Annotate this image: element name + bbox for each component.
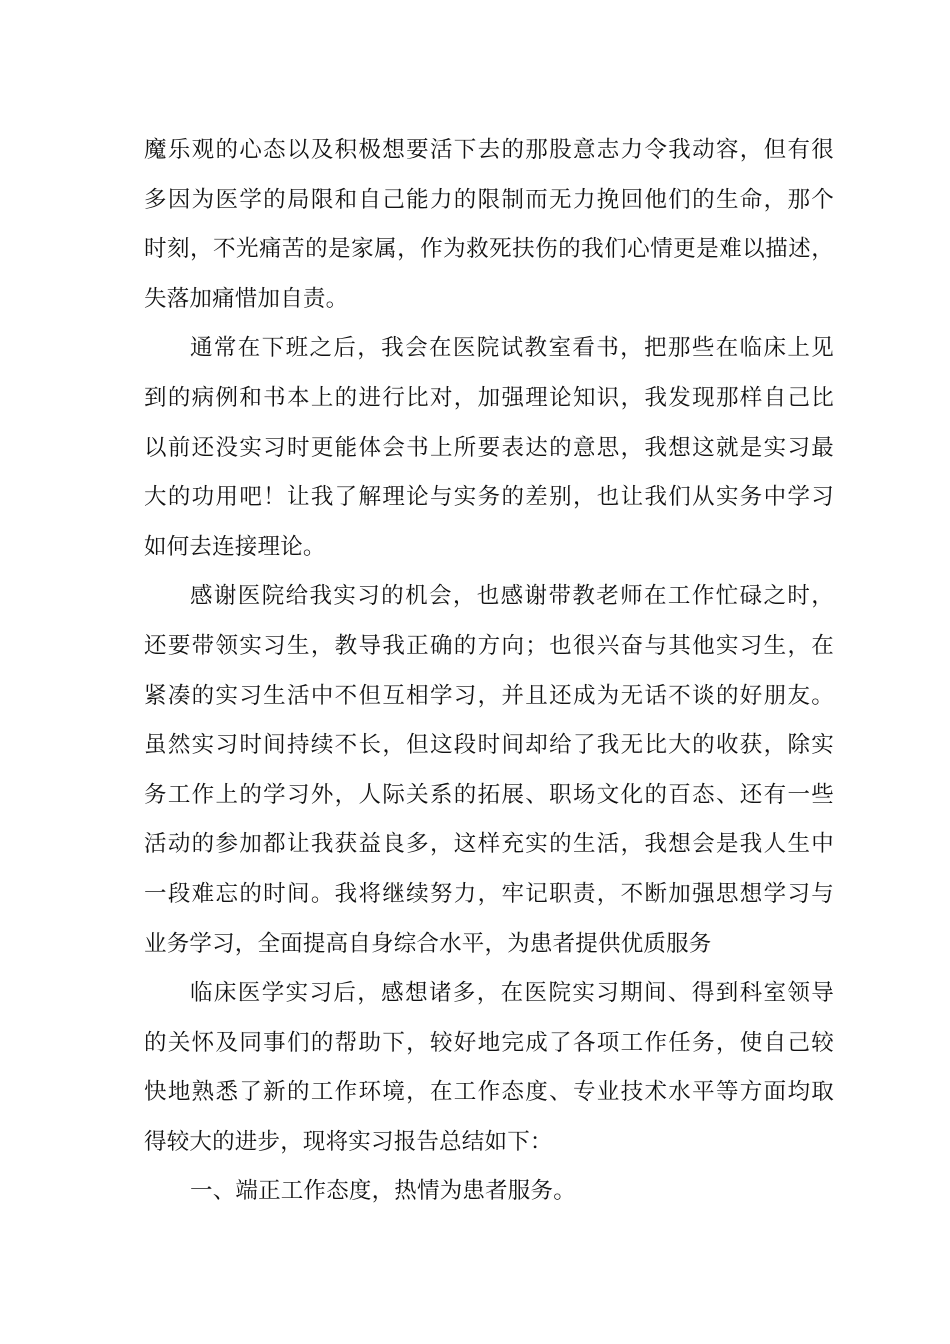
text-line: 一段难忘的时间。我将继续努力，牢记职责，不断加强思想学习与 <box>144 880 834 907</box>
text-line: 魔乐观的心态以及积极想要活下去的那股意志力令我动容，但有很 <box>144 137 834 163</box>
text-line: 得较大的进步，现将实习报告总结如下： <box>144 1128 553 1155</box>
text-line: 业务学习，全面提高自身综合水平，为患者提供优质服务 <box>144 930 712 957</box>
text-line: 一、端正工作态度，热情为患者服务。 <box>190 1178 576 1205</box>
text-line: 的关怀及同事们的帮助下，较好地完成了各项工作任务，使自己较 <box>144 1029 834 1056</box>
text-line: 还要带领实习生，教导我正确的方向；也很兴奋与其他实习生，在 <box>144 632 834 659</box>
text-line: 通常在下班之后，我会在医院试教室看书，把那些在临床上见 <box>190 335 834 362</box>
text-line: 大的功用吧！让我了解理论与实务的差别，也让我们从实务中学习 <box>144 484 834 511</box>
text-line: 失落加痛惜加自责。 <box>144 285 349 312</box>
text-line: 紧凑的实习生活中不但互相学习，并且还成为无话不谈的好朋友。 <box>144 682 834 709</box>
text-line: 临床医学实习后，感想诸多，在医院实习期间、得到科室领导 <box>190 980 834 1007</box>
text-line: 务工作上的学习外，人际关系的拓展、职场文化的百态、还有一些 <box>144 781 834 808</box>
text-line: 活动的参加都让我获益良多，这样充实的生活，我想会是我人生中 <box>144 831 834 858</box>
text-line: 时刻，不光痛苦的是家属，作为救死扶伤的我们心情更是难以描述， <box>144 236 834 263</box>
document-body <box>144 126 834 1217</box>
text-line: 感谢医院给我实习的机会，也感谢带教老师在工作忙碌之时， <box>190 583 834 610</box>
text-line: 以前还没实习时更能体会书上所要表达的意思，我想这就是实习最 <box>144 434 834 461</box>
text-line: 如何去连接理论。 <box>144 533 326 560</box>
text-line: 到的病例和书本上的进行比对，加强理论知识，我发现那样自己比 <box>144 384 834 411</box>
text-line: 快地熟悉了新的工作环境，在工作态度、专业技术水平等方面均取 <box>144 1079 834 1106</box>
text-line: 多因为医学的局限和自己能力的限制而无力挽回他们的生命，那个 <box>144 186 834 213</box>
text-line: 虽然实习时间持续不长，但这段时间却给了我无比大的收获，除实 <box>144 732 834 759</box>
